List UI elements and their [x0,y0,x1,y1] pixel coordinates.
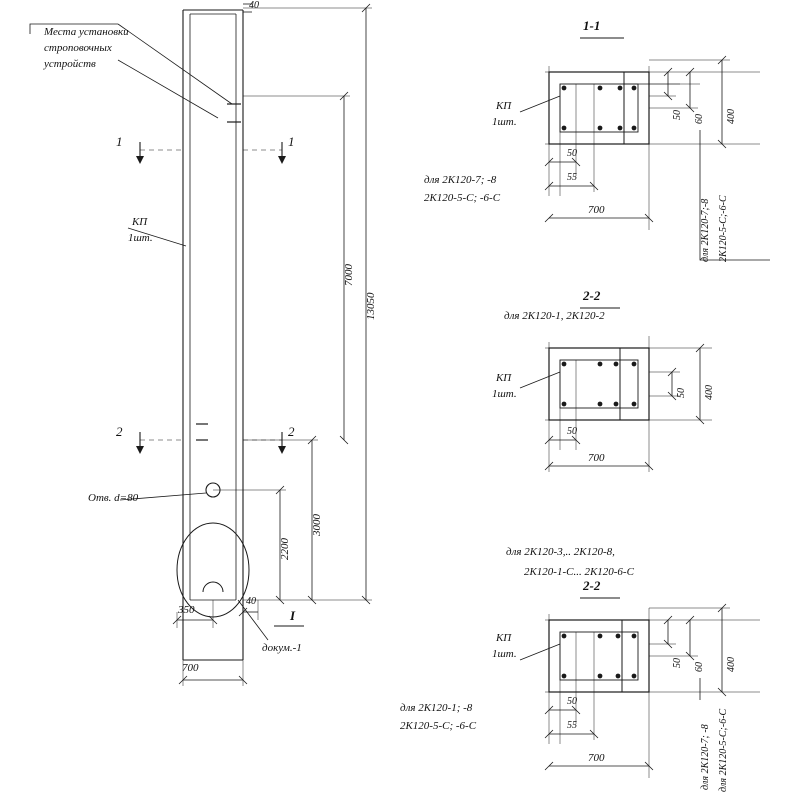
section-title-1-1: 1-1 [583,18,601,33]
section-mark-2-right: 2 [288,424,295,439]
dim-s1-right-60: 60 [694,114,705,124]
note-s1-line1: для 2К120-7; -8 [424,174,497,186]
dim-s2b-right-50: 50 [672,658,683,668]
dim-3000: 3000 [311,514,323,536]
section-subtitle-2-2-a: для 2К120-1, 2К120-2 [504,310,605,322]
kp-label-s2a-line2: 1шт. [492,388,517,400]
dim-s2a-right-400: 400 [704,385,715,400]
kp-label-main-line1: КП [132,216,148,228]
kp-label-s1-line2: 1шт. [492,116,517,128]
kp-label-s2b-line1: КП [496,632,512,644]
dim-2200: 2200 [279,538,291,560]
note-s1-vert-line2: 2К120-5-С;-6-С [718,195,729,262]
dim-s1-right-50: 50 [672,110,683,120]
note-s1-vert-line1: для 2К120-7;-8 [700,198,711,262]
hole-label: Отв. d=80 [88,492,139,504]
dim-700-base: 700 [182,662,199,674]
section-subtitle-2-2-b-line2: 2К120-1-С... 2К120-6-С [524,566,634,578]
note-s1-line2: 2К120-5-С; -6-С [424,192,501,204]
section-mark-1-right: 1 [288,134,295,149]
kp-label-s2a-line1: КП [496,372,512,384]
dim-s2b-55: 55 [567,720,577,731]
section-title-2-2-b: 2-2 [583,578,601,593]
lifting-note-line3: устройств [44,58,96,70]
note-s2b-line2: 2К120-5-С; -6-С [400,720,477,732]
kp-label-main-line2: 1шт. [128,232,153,244]
dim-s1-55: 55 [567,172,577,183]
dim-s2b-right-400: 400 [726,657,737,672]
section-mark-1-left: 1 [116,134,123,149]
section-mark-2-left: 2 [116,424,123,439]
doc-mark: I [290,608,296,623]
note-s2b-line1: для 2К120-1; -8 [400,702,473,714]
dim-s1-700: 700 [588,204,605,216]
dim-s2a-700: 700 [588,452,605,464]
dim-s1-50: 50 [567,148,577,159]
dim-40: 40 [246,596,256,607]
dim-13050: 13050 [365,292,377,320]
dim-s2a-50: 50 [567,426,577,437]
lifting-note-line2: строповочных [44,42,112,54]
dim-s2b-700: 700 [588,752,605,764]
dim-350: 350 [178,604,195,616]
note-s2b-vert-line2: для 2К120-5-С;-6-С [718,708,729,792]
section-title-2-2-a: 2-2 [583,288,601,303]
dim-s2a-right-50: 50 [676,388,687,398]
section-subtitle-2-2-b-line1: для 2К120-3,.. 2К120-8, [506,546,615,558]
dim-s2b-right-60: 60 [694,662,705,672]
doc-label: докум.-1 [262,642,302,654]
lifting-note-line1: Места установки [44,26,129,38]
dim-s2b-50: 50 [567,696,577,707]
dim-7000: 7000 [343,264,355,286]
dim-top-tick: 40 [249,0,259,11]
dim-s1-right-400: 400 [726,109,737,124]
note-s2b-vert-line1: для 2К120-7; -8 [700,724,711,790]
kp-label-s2b-line2: 1шт. [492,648,517,660]
kp-label-s1-line1: КП [496,100,512,112]
